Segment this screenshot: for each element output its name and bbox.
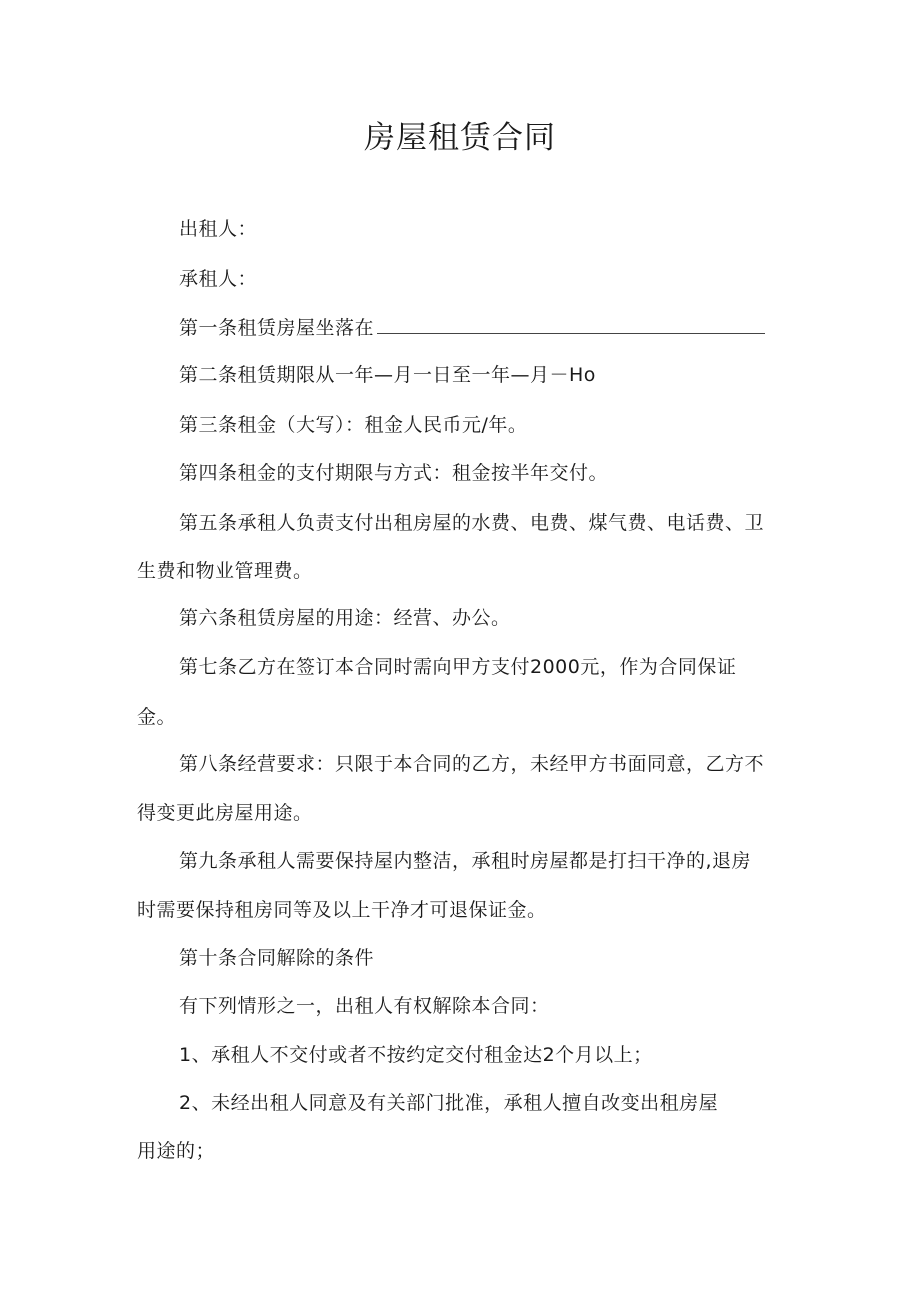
article-8-line-2: 得变更此房屋用途。 (137, 802, 313, 824)
article-7-line-2: 金。 (137, 706, 177, 728)
article-2: 第二条租赁期限从一年—月一日至一年—月－Ho (179, 364, 596, 386)
article-5-line-2: 生费和物业管理费。 (137, 560, 313, 582)
article-6: 第六条租赁房屋的用途：经营、办公。 (179, 607, 511, 629)
document-title: 房屋租赁合同 (364, 120, 556, 156)
list-item-2-line-2: 用途的； (137, 1140, 216, 1162)
list-item-1: 1、承租人不交付或者不按约定交付租金达2个月以上； (179, 1044, 653, 1066)
article-9-line-2: 时需要保持租房同等及以上干净才可退保证金。 (137, 899, 547, 921)
lessor-label: 出租人： (179, 218, 258, 240)
article-7-line-1: 第七条乙方在签订本合同时需向甲方支付2000元，作为合同保证 (179, 656, 737, 678)
article-3: 第三条租金（大写）：租金人民币元/年。 (179, 414, 528, 436)
article-4: 第四条租金的支付期限与方式：租金按半年交付。 (179, 462, 609, 484)
article-10-intro: 有下列情形之一，出租人有权解除本合同： (179, 995, 550, 1017)
lessee-label: 承租人： (179, 268, 258, 290)
article-1-text: 第一条租赁房屋坐落在 (179, 317, 375, 339)
article-9-line-1: 第九条承租人需要保持屋内整洁，承租时房屋都是打扫干净的,退房 (179, 850, 752, 872)
location-blank-line (377, 313, 765, 334)
list-item-2-line-1: 2、未经出租人同意及有关部门批准，承租人擅自改变出租房屋 (179, 1092, 719, 1114)
article-10: 第十条合同解除的条件 (179, 947, 375, 969)
article-5-line-1: 第五条承租人负责支付出租房屋的水费、电费、煤气费、电话费、卫 (179, 512, 765, 534)
article-1 (179, 313, 765, 340)
article-8-line-1: 第八条经营要求：只限于本合同的乙方，未经甲方书面同意，乙方不 (179, 753, 765, 775)
